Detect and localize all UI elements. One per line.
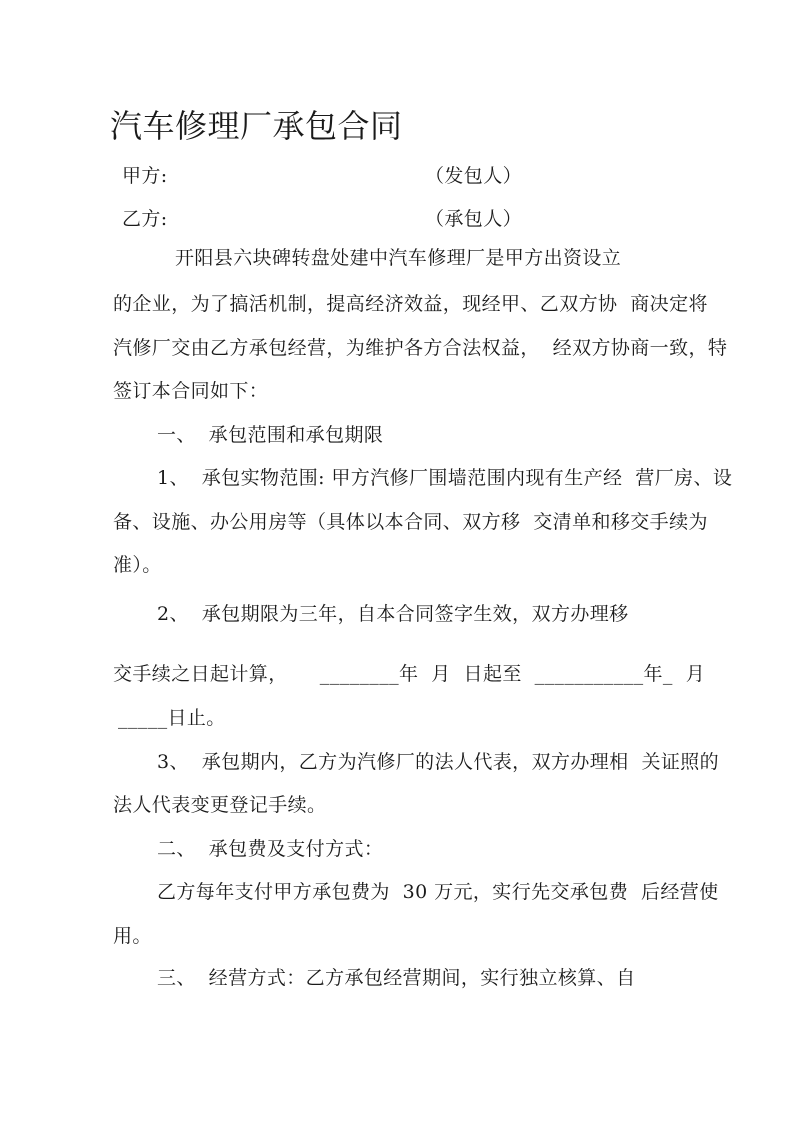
intro-line-2: 的企业，为了搞活机制，提高经济效益，现经甲、乙双方协 商决定将 — [113, 293, 708, 315]
section-1-heading: 一、 承包范围和承包期限 — [157, 424, 384, 446]
section-2-heading: 二、 承包费及支付方式： — [157, 838, 384, 860]
clause-1-line-1: 1、 承包实物范围: 甲方汽修厂围墙范围内现有生产经 营厂房、设 — [157, 467, 733, 489]
party-a-role: （发包人） — [425, 165, 523, 187]
intro-line-4: 签订本合同如下： — [113, 380, 269, 402]
section-2-line-1: 乙方每年支付甲方承包费为 30 万元，实行先交承包费 后经营使 — [157, 881, 719, 903]
clause-2-line-2: 交手续之日起计算， ________年 月 日起至 ___________年_ 月 — [113, 663, 706, 685]
intro-line-3: 汽修厂交由乙方承包经营，为维护各方合法权益， 经双方协商一致，特 — [113, 337, 728, 359]
clause-3-line-1: 3、 承包期内，乙方为汽修厂的法人代表，双方办理相 关证照的 — [157, 751, 720, 773]
section-2-line-2: 用。 — [113, 925, 152, 947]
clause-2-line-1: 2、 承包期限为三年，自本合同签字生效，双方办理移 — [157, 603, 629, 625]
document-title: 汽车修理厂承包合同 — [110, 107, 403, 145]
clause-1-line-3: 准）。 — [113, 554, 162, 576]
section-3-heading: 三、 经营方式：乙方承包经营期间，实行独立核算、自 — [157, 967, 636, 989]
clause-3-line-2: 法人代表变更登记手续。 — [113, 794, 327, 816]
clause-2-line-3: _____日止。 — [118, 707, 226, 729]
intro-line-1: 开阳县六块碑转盘处建中汽车修理厂是甲方出资设立 — [175, 247, 622, 269]
clause-1-line-2: 备、设施、办公用房等（具体以本合同、双方移 交清单和移交手续为 — [113, 511, 708, 533]
party-b-label: 乙方: — [122, 208, 168, 230]
party-b-role: （承包人） — [425, 208, 523, 230]
party-a-label: 甲方: — [122, 165, 168, 187]
